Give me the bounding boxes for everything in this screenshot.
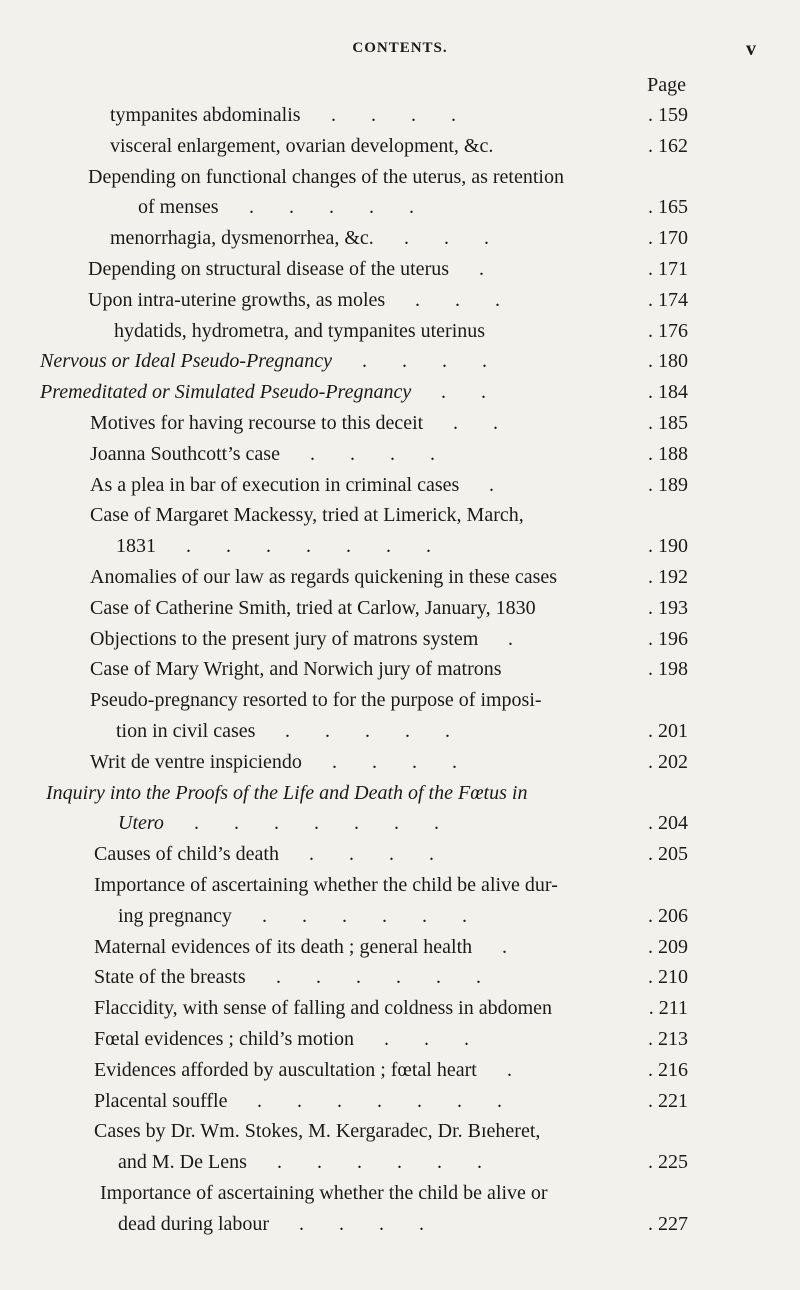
toc-entry-page: . 188 (648, 439, 688, 470)
toc-entry (0, 223, 800, 254)
toc-entry-page: . 192 (648, 562, 688, 593)
page-column-heading: Page (647, 74, 686, 96)
folio-number: v (746, 38, 756, 60)
toc-entry-title: ing pregnancy (118, 904, 232, 927)
leader-dots: . (449, 257, 484, 280)
toc-entry (0, 1024, 800, 1055)
toc-entry (0, 470, 800, 501)
running-title: CONTENTS. (352, 40, 448, 56)
toc-entry-page: . 190 (648, 531, 688, 562)
toc-entry-page: . 189 (648, 470, 688, 501)
toc-entry-title: Maternal evidences of its death ; general health (94, 935, 473, 958)
leader-dots: . . . (374, 227, 489, 250)
toc-entry-page: . 159 (648, 100, 688, 131)
toc-entry-page: . 216 (648, 1055, 688, 1086)
toc-entry-page: . 202 (648, 747, 688, 778)
toc-entry-title: and M. De Lens (118, 1151, 247, 1174)
leader-dots: . (459, 473, 494, 496)
toc-entry-page: . 180 (648, 346, 688, 377)
toc-entry-title: Depending on functional changes of the uterus, as retention (88, 165, 564, 188)
toc-entry (0, 439, 800, 470)
leader-dots: . . . . . . (232, 904, 467, 927)
toc-entry-title: Evidences afforded by auscultation ; fœtal heart (94, 1058, 477, 1081)
toc-entry (0, 1178, 800, 1209)
toc-entry (0, 716, 800, 747)
leader-dots: . (477, 1058, 512, 1081)
toc-entry-title: 1831 (116, 535, 156, 558)
toc-entry-title: Importance of ascertaining whether the child be alive or (100, 1181, 548, 1204)
toc-entry-title: Joanna Southcott’s case (90, 442, 280, 465)
toc-entry-title: State of the breasts (94, 966, 246, 989)
toc-entry-title: tion in civil cases (116, 719, 256, 742)
toc-entry (0, 100, 800, 131)
toc-entry-title: tympanites abdominalis (110, 104, 301, 126)
table-of-contents (0, 100, 800, 1239)
toc-entry (0, 778, 800, 809)
toc-entry-title: Depending on structural disease of the uterus (88, 257, 450, 280)
toc-entry-page: . 198 (648, 654, 688, 685)
leader-dots: . . (411, 381, 486, 404)
toc-entry-page: . 227 (648, 1209, 688, 1240)
leader-dots: . . . . (332, 350, 487, 373)
toc-entry-page: . 204 (648, 808, 688, 839)
toc-entry-page: . 213 (648, 1024, 688, 1055)
toc-entry-title: Motives for having recourse to this deceit (90, 411, 424, 434)
toc-entry-title: dead during labour (118, 1212, 270, 1235)
toc-entry (0, 254, 800, 285)
leader-dots: . . (423, 411, 498, 434)
leader-dots: . (478, 627, 513, 650)
toc-entry (0, 500, 800, 531)
leader-dots: . . . . (280, 442, 435, 465)
toc-entry (0, 1147, 800, 1178)
toc-entry-title: Flaccidity, with sense of falling and coldness in abdomen (94, 997, 553, 1020)
leader-dots: . . . . (279, 843, 434, 866)
toc-entry-page: . 170 (648, 223, 688, 254)
toc-entry (0, 408, 800, 439)
toc-entry (0, 593, 800, 624)
toc-entry-page: . 193 (648, 593, 688, 624)
toc-entry (0, 162, 800, 193)
toc-entry (0, 346, 800, 377)
toc-entry (0, 562, 800, 593)
leader-dots: . . . (385, 288, 500, 311)
toc-entry-title: Premeditated or Simulated Pseudo-Pregnancy (40, 381, 412, 404)
toc-entry (0, 1116, 800, 1147)
toc-entry-title: of menses (138, 196, 219, 219)
toc-entry (0, 901, 800, 932)
toc-entry (0, 654, 800, 685)
toc-entry-page: . 211 (649, 993, 688, 1024)
toc-entry (0, 624, 800, 655)
toc-entry-page: . 210 (648, 962, 688, 993)
toc-entry-title: Inquiry into the Proofs of the Life and Death of the Fœtus in (46, 781, 528, 804)
toc-entry (0, 932, 800, 963)
toc-entry (0, 685, 800, 716)
leader-dots: . . . . . . (247, 1151, 482, 1174)
leader-dots: . . . . . (255, 719, 450, 742)
toc-entry (0, 377, 800, 408)
toc-entry-title: Anomalies of our law as regards quickening in these cases (90, 565, 558, 588)
toc-entry-page: . 196 (648, 624, 688, 655)
toc-entry-title: Placental souffle (94, 1089, 228, 1112)
toc-entry (0, 993, 800, 1024)
toc-entry (0, 285, 800, 316)
toc-entry-page: . 205 (648, 839, 688, 870)
toc-entry-page: . 201 (648, 716, 688, 747)
toc-entry-title: Case of Catherine Smith, tried at Carlow, January, 1830 (90, 596, 536, 619)
toc-entry-page: . 184 (648, 377, 688, 408)
toc-entry (0, 316, 800, 347)
toc-entry-title: Utero (118, 812, 164, 835)
toc-entry-title: visceral enlargement, ovarian development, &c. (110, 134, 494, 157)
toc-entry-page: . 162 (648, 131, 688, 162)
toc-entry-page: . 171 (648, 254, 688, 285)
leader-dots: . . . . . . . (164, 812, 439, 835)
toc-entry-title: Case of Margaret Mackessy, tried at Limerick, March, (90, 504, 524, 527)
leader-dots: . . . . . (219, 196, 414, 219)
toc-entry-title: hydatids, hydrometra, and tympanites uterinus (114, 319, 486, 342)
toc-entry-title: Case of Mary Wright, and Norwich jury of matrons (90, 658, 502, 681)
toc-entry (0, 808, 800, 839)
leader-dots: . . . . . . (246, 966, 481, 989)
toc-entry-title: Objections to the present jury of matrons system (90, 627, 479, 650)
toc-entry-title: Upon intra-uterine growths, as moles (88, 288, 386, 311)
toc-entry-page: . 225 (648, 1147, 688, 1178)
leader-dots: . . . . (269, 1212, 424, 1235)
leader-dots: . . . . (301, 104, 456, 126)
toc-entry-page: . 185 (648, 408, 688, 439)
toc-entry-page: . 206 (648, 901, 688, 932)
toc-entry-title: Fœtal evidences ; child’s motion (94, 1027, 354, 1050)
leader-dots: . . . . . . . (156, 535, 431, 558)
toc-entry (0, 192, 800, 223)
leader-dots: . . . . . . . (227, 1089, 502, 1112)
toc-entry-page: . 176 (648, 316, 688, 347)
leader-dots: . . . (354, 1027, 469, 1050)
toc-entry-title: menorrhagia, dysmenorrhea, &c. (110, 227, 374, 250)
toc-entry (0, 839, 800, 870)
leader-dots: . . . . (302, 750, 457, 773)
toc-entry-page: . 165 (648, 192, 688, 223)
toc-entry-page: . 174 (648, 285, 688, 316)
toc-entry-title: Writ de ventre inspiciendo (90, 750, 302, 773)
toc-entry (0, 1086, 800, 1117)
toc-entry-title: Causes of child’s death (94, 843, 279, 866)
leader-dots: . (472, 935, 507, 958)
toc-entry-page: . 221 (648, 1086, 688, 1117)
toc-entry (0, 131, 800, 162)
toc-entry-title: As a plea in bar of execution in criminal cases (90, 473, 460, 496)
toc-entry-title: Importance of ascertaining whether the child be alive dur- (94, 873, 558, 896)
toc-entry-title: Nervous or Ideal Pseudo-Pregnancy (40, 350, 332, 373)
toc-entry (0, 870, 800, 901)
toc-entry (0, 531, 800, 562)
toc-entry (0, 1055, 800, 1086)
toc-entry (0, 747, 800, 778)
toc-entry (0, 962, 800, 993)
toc-entry-page: . 209 (648, 932, 688, 963)
toc-entry (0, 1209, 800, 1240)
toc-entry-title: Cases by Dr. Wm. Stokes, M. Kergaradec, Dr. Bɪeheret, (94, 1120, 541, 1143)
toc-entry-title: Pseudo-pregnancy resorted to for the purpose of imposi- (90, 689, 542, 712)
running-header (0, 36, 800, 66)
